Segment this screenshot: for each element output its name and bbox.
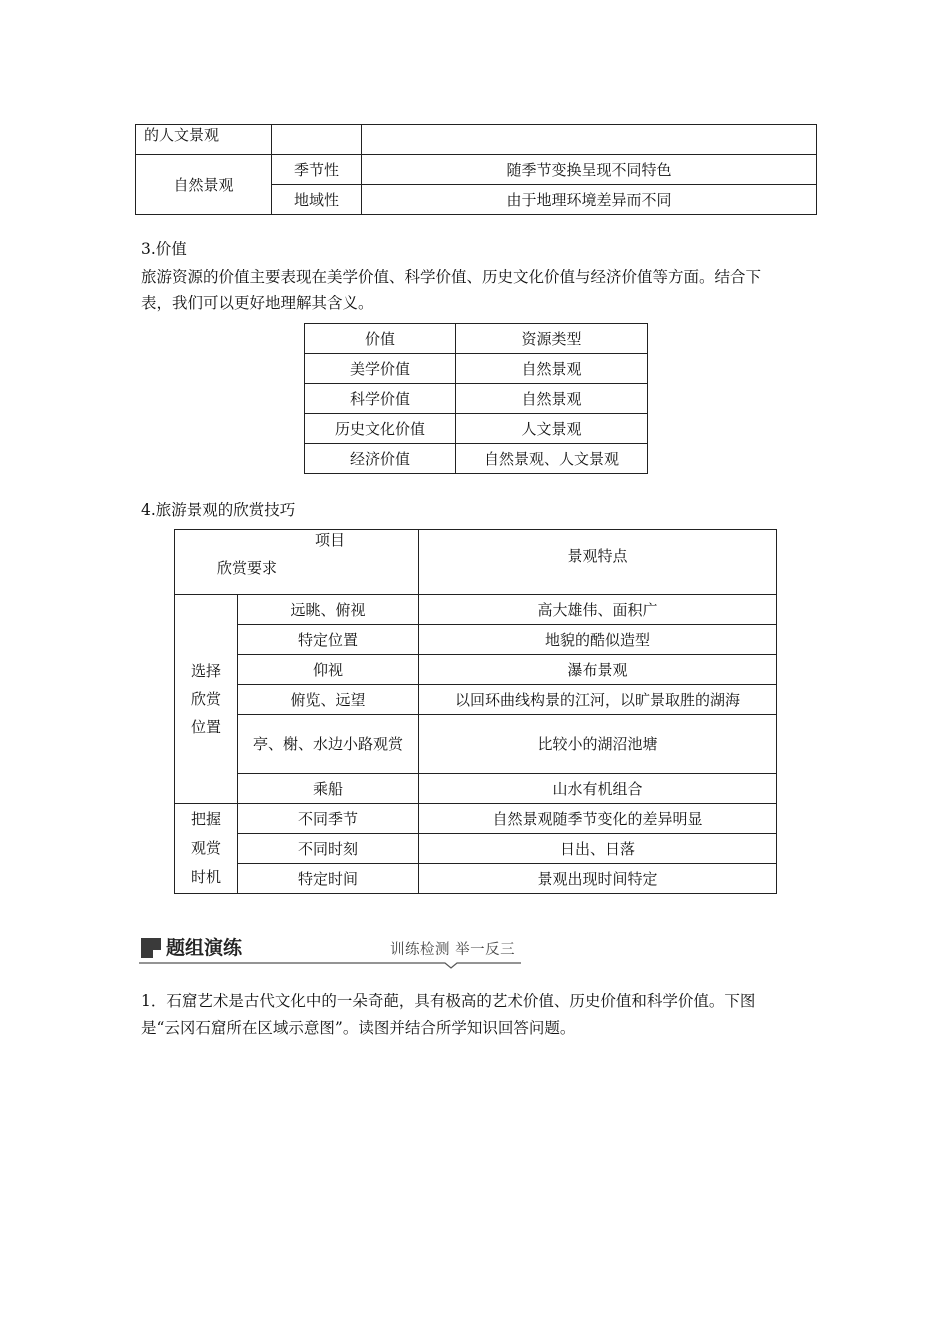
table-cell [456, 444, 648, 474]
table-cell [419, 715, 777, 774]
table-cell-text: 资源类型 [521, 329, 582, 348]
appreciation-skills-table [174, 529, 777, 894]
table-cell-text: 不同时刻 [297, 839, 358, 858]
table-cell-text: 山水有机组合 [552, 779, 643, 798]
table-cell [238, 715, 419, 774]
question-line: 是“云冈石窟所在区域示意图”。读图并结合所学知识回答问题。 [141, 1019, 576, 1037]
table-cell [419, 655, 777, 685]
table-header-cell [419, 530, 777, 595]
landscape-feature-table [135, 124, 817, 215]
table-cell-text: 亭、榭、水边小路观赏 [252, 735, 403, 753]
group-label-line: 选择 [190, 662, 221, 680]
table-cell-text: 地域性 [293, 190, 339, 209]
group-label-timing [175, 804, 238, 894]
table-cell-text: 以回环曲线构景的江河，以旷景取胜的湖海 [454, 690, 740, 709]
table-cell-text: 的人文景观 [144, 126, 220, 144]
table-cell [456, 384, 648, 414]
header-requirement-label: 欣赏要求 [217, 559, 278, 577]
table-cell-text: 自然景观 [521, 389, 582, 408]
table-cell-text: 不同季节 [297, 809, 358, 828]
banner-underline [139, 958, 523, 970]
table-cell-text: 自然景观、人文景观 [483, 449, 619, 468]
section-square-icon [141, 938, 161, 958]
table-cell [305, 414, 456, 444]
table-cell-text: 科学价值 [349, 389, 410, 408]
banner-title: 题组演练 [166, 937, 243, 959]
table-cell [272, 125, 362, 155]
table-cell-text: 日出、日落 [559, 839, 635, 858]
banner-subtitle: 训练检测 举一反三 [390, 942, 516, 958]
table-header-cell [305, 324, 456, 354]
table-cell [419, 834, 777, 864]
table-cell-text: 价值 [364, 329, 395, 348]
table-cell-text: 景观出现时间特定 [537, 869, 658, 888]
table-cell [272, 155, 362, 185]
table-cell [238, 834, 419, 864]
table-cell [136, 125, 272, 155]
paragraph-line: 旅游资源的价值主要表现在美学价值、科学价值、历史文化价值与经济价值等方面。结合下 [141, 268, 762, 286]
group-label-line: 位置 [190, 718, 221, 736]
table-cell-text: 随季节变换呈现不同特色 [506, 160, 672, 179]
table-cell-text: 历史文化价值 [334, 419, 425, 438]
value-table [304, 323, 648, 474]
section-heading: 4.旅游景观的欣赏技巧 [141, 501, 296, 519]
table-cell [238, 625, 419, 655]
group-label-line: 观赏 [190, 839, 221, 857]
table-cell-text: 特定时间 [297, 869, 358, 888]
table-cell-text: 由于地理环境差异而不同 [506, 190, 672, 209]
table-cell-text: 自然景观 [521, 359, 582, 378]
table-cell [456, 414, 648, 444]
table-cell [362, 125, 817, 155]
table-cell [456, 354, 648, 384]
table-cell [305, 384, 456, 414]
table-cell-text: 高大雄伟、面积广 [537, 600, 658, 619]
group-label-line: 把握 [190, 810, 221, 828]
table-cell [238, 864, 419, 894]
table-cell [305, 354, 456, 384]
table-cell-text: 特定位置 [297, 630, 358, 649]
table-cell [419, 685, 777, 715]
table-cell [238, 595, 419, 625]
table-cell-text: 经济价值 [349, 449, 410, 468]
question-line: 1．石窟艺术是古代文化中的一朵奇葩，具有极高的艺术价值、历史价值和科学价值。下图 [141, 992, 756, 1010]
table-cell-text: 景观特点 [567, 547, 628, 565]
table-cell-text: 自然景观 [173, 175, 234, 194]
table-cell [272, 185, 362, 215]
table-cell [419, 595, 777, 625]
paragraph-line: 表，我们可以更好地理解其含义。 [141, 294, 374, 312]
table-cell-text: 远眺、俯视 [290, 600, 366, 619]
table-cell-text: 自然景观随季节变化的差异明显 [492, 809, 703, 828]
table-cell-text: 地貌的酷似造型 [544, 630, 650, 649]
section-heading: 3.价值 [141, 240, 187, 258]
table-cell [238, 804, 419, 834]
table-cell [419, 774, 777, 804]
table-cell-text: 比较小的湖沼池塘 [537, 735, 658, 753]
table-cell [362, 185, 817, 215]
group-label-natural [136, 155, 272, 215]
table-cell [362, 155, 817, 185]
table-cell-text: 仰视 [312, 660, 343, 679]
header-item-label: 项目 [315, 531, 346, 549]
table-cell [419, 864, 777, 894]
table-cell-text: 美学价值 [349, 359, 410, 378]
table-cell [238, 655, 419, 685]
group-label-line: 时机 [190, 868, 221, 886]
group-label-line: 欣赏 [190, 690, 221, 708]
table-cell-text: 季节性 [293, 160, 339, 179]
table-cell-text: 人文景观 [521, 419, 582, 438]
table-cell [419, 804, 777, 834]
table-cell [419, 625, 777, 655]
table-cell [305, 444, 456, 474]
diagonal-header-cell [175, 530, 419, 595]
table-header-cell [456, 324, 648, 354]
group-label-position [175, 595, 238, 804]
table-cell-text: 俯览、远望 [290, 690, 366, 709]
table-cell [238, 774, 419, 804]
table-cell [238, 685, 419, 715]
table-cell-text: 乘船 [312, 779, 343, 798]
table-cell-text: 瀑布景观 [567, 660, 628, 679]
